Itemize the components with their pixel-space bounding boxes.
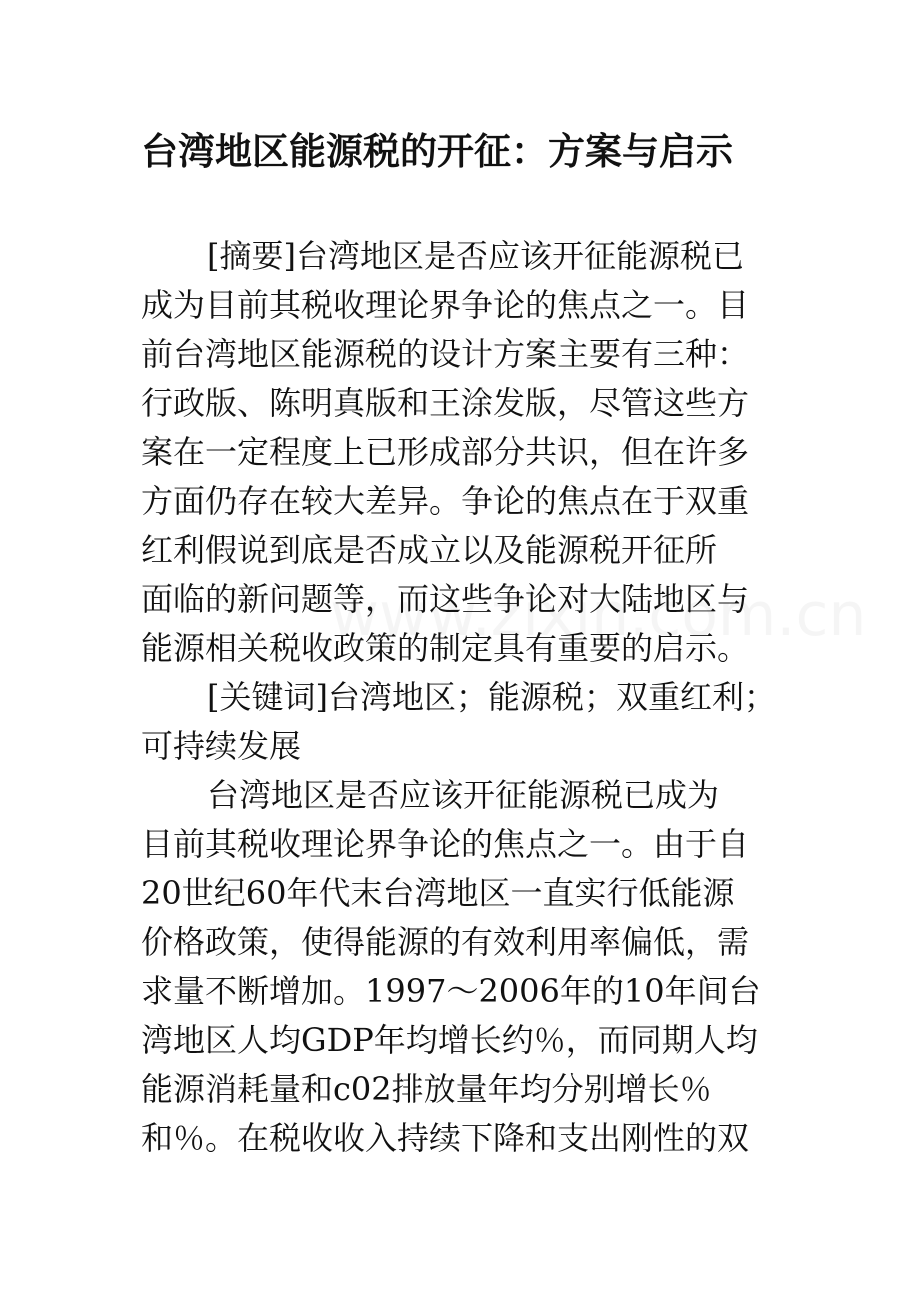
abstract-line-6: 方面仍存在较大差异。争论的焦点在于双重 [141, 482, 750, 520]
body-line-2: 目前其税收理论界争论的焦点之一。由于自 [141, 825, 750, 863]
body-line-7: 能源消耗量和c02排放量年均分别增长％ [141, 1070, 712, 1108]
body-line-6: 湾地区人均GDP年均增长约％，而同期人均 [141, 1021, 758, 1059]
body-line-1: 台湾地区是否应该开征能源税已成为 [207, 776, 720, 814]
abstract-line-3: 前台湾地区能源税的设计方案主要有三种： [141, 335, 750, 373]
abstract-line-1: [摘要]台湾地区是否应该开征能源税已 [207, 237, 744, 275]
keywords-line-1: [关键词]台湾地区；能源税；双重红利； [207, 678, 776, 716]
body-line-3: 20世纪60年代末台湾地区一直实行低能源 [141, 874, 735, 912]
body-line-8: 和％。在税收收入持续下降和支出刚性的双 [141, 1119, 750, 1157]
document-title: 台湾地区能源税的开征：方案与启示 [141, 130, 733, 173]
abstract-line-8: 面临的新问题等，而这些争论对大陆地区与 [141, 580, 750, 618]
abstract-line-2: 成为目前其税收理论界争论的焦点之一。目 [141, 286, 750, 324]
body-line-5: 求量不断增加。1997～2006年的10年间台 [141, 972, 761, 1010]
keywords-line-2: 可持续发展 [141, 727, 302, 765]
body-line-4: 价格政策，使得能源的有效利用率偏低，需 [141, 923, 750, 961]
abstract-line-4: 行政版、陈明真版和王涂发版，尽管这些方 [141, 384, 750, 422]
abstract-line-7: 红利假说到底是否成立以及能源税开征所 [141, 531, 718, 569]
abstract-line-9: 能源相关税收政策的制定具有重要的启示。 [141, 629, 750, 667]
abstract-line-5: 案在一定程度上已形成部分共识，但在许多 [141, 433, 750, 471]
